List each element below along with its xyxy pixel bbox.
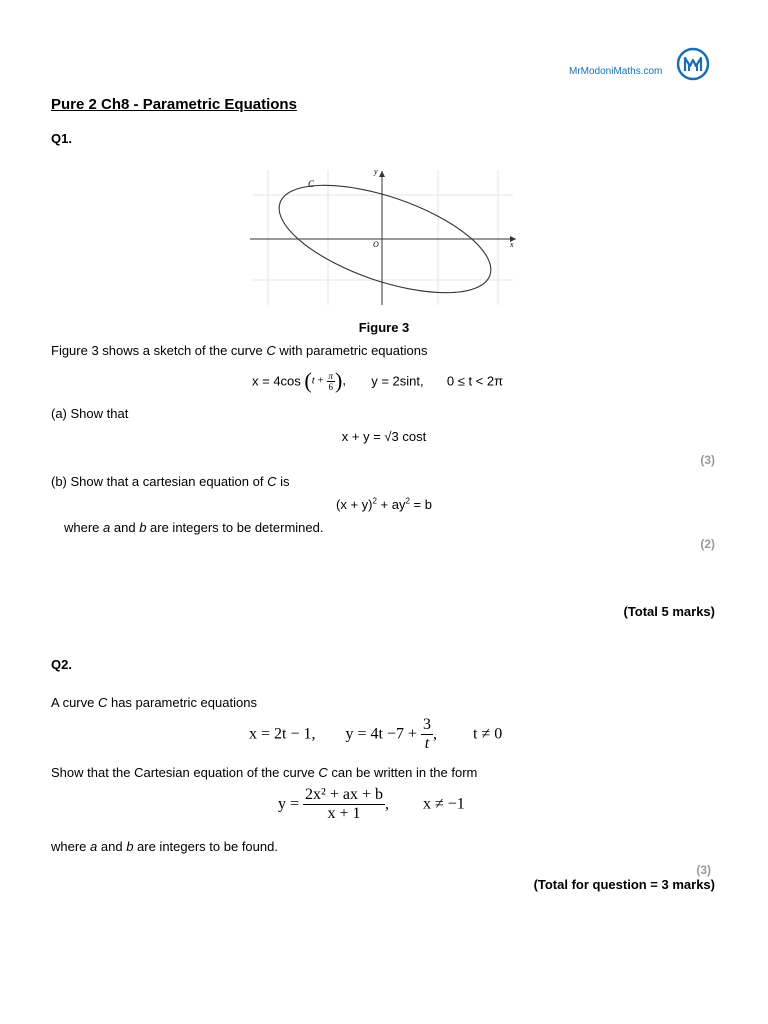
q2-parametric-equations: x = 2t − 1, y = 4t −7 + $\frac{3}{t}$ , t ≠ 0 <box>249 716 503 752</box>
figure-caption: Figure 3 <box>358 320 410 335</box>
q2-form-equation: y = $\frac{\text{2x² + ax + b}}{x + 1}$ , x ≠ −1 <box>278 786 465 822</box>
figure-3-diagram <box>248 165 520 310</box>
page-title: Pure 2 Ch8 - Parametric Equations <box>51 96 297 113</box>
part-a-text: (a) Show that <box>51 406 129 421</box>
part-b-marks: (2) <box>700 537 715 551</box>
q2-marks: (3) <box>696 863 711 877</box>
site-name: MrModoniMaths.com <box>569 66 663 77</box>
q1-total: (Total 5 marks) <box>623 604 715 619</box>
y-axis-label: y <box>374 167 378 176</box>
x-axis-label: x <box>510 240 514 249</box>
part-a-marks: (3) <box>700 453 715 467</box>
part-b-text: (b) Show that a cartesian equation of C is <box>51 474 290 489</box>
part-b-where: where a and b are integers to be determined. <box>64 520 324 535</box>
q2-total: (Total for question = 3 marks) <box>533 877 715 892</box>
q2-where: where a and b are integers to be found. <box>51 839 278 854</box>
q2-label: Q2. <box>51 657 72 672</box>
q2-show-text: Show that the Cartesian equation of the curve C can be written in the form <box>51 765 478 780</box>
part-b-equation: $(x + y)^2 + ay^2 = b$ <box>336 496 432 512</box>
q1-label: Q1. <box>51 131 72 146</box>
q2-intro: A curve C has parametric equations <box>51 695 257 710</box>
part-a-equation: x + y = √3 cost <box>341 429 427 444</box>
logo-icon <box>676 47 710 81</box>
q1-intro: Figure 3 shows a sketch of the curve C with parametric equations <box>51 343 428 358</box>
q1-parametric-equations: x = 4cos (t + $\frac{\pi}{6}$ ), y = 2sint, 0 ≤ t < 2π <box>252 368 504 393</box>
origin-label: O <box>373 240 379 249</box>
curve-c-label: C <box>308 179 315 189</box>
